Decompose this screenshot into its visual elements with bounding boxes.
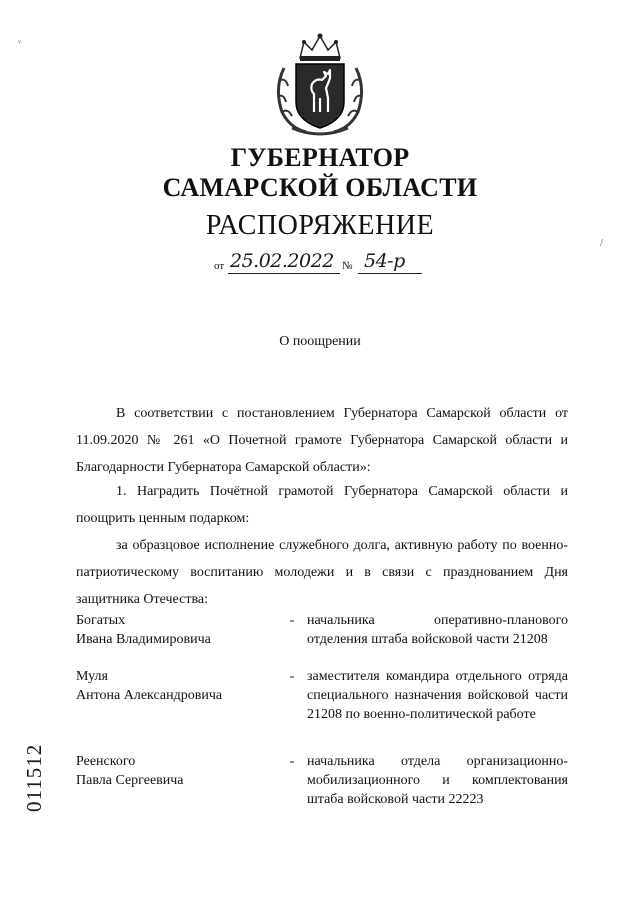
document-type: РАСПОРЯЖЕНИЕ: [205, 210, 435, 241]
handwritten-number: 54-р: [364, 250, 405, 272]
reason-paragraph: за образцовое исполнение служебного долга, активную работу по военно-патриотическому воспитанию молодежи и в связи с празднованием Дня защитника Отечества:: [76, 538, 568, 607]
awardee-name: [76, 667, 276, 705]
awardee-dash: -: [289, 669, 295, 684]
awardee-given-names: Павла Сергеевича: [76, 773, 184, 788]
number-underline: [358, 273, 422, 274]
issuer-title: [0, 143, 640, 203]
awardee-name: [76, 611, 276, 649]
registration-line: [214, 250, 454, 276]
scan-mark: /: [600, 238, 603, 249]
scan-mark: ᵛ: [18, 38, 21, 49]
awardee-dash: -: [289, 754, 295, 769]
awardee-name: [76, 752, 276, 790]
awardee-position: заместителя командира отдельного отряда специального назначения войсковой части 21208 по военно-политической работе: [307, 669, 568, 722]
samara-coat-of-arms-icon: [270, 28, 370, 140]
number-prefix: №: [342, 260, 353, 272]
issuer-title-line1: ГУБЕРНАТОР: [230, 143, 410, 172]
awardee-surname: Реенского: [76, 754, 136, 769]
awardee-position: начальника отдела организационно-мобилизационного и комплектования штаба войсковой части 22223: [307, 754, 568, 807]
date-prefix: от: [214, 260, 225, 272]
side-serial-number: 011512: [22, 743, 46, 812]
issuer-title-line2: САМАРСКОЙ ОБЛАСТИ: [162, 173, 478, 202]
awardee-given-names: Ивана Владимировича: [76, 632, 211, 647]
awardee-position: начальника оперативно-планового отделения штаба войсковой части 21208: [307, 613, 568, 647]
handwritten-date: 25.02.2022: [230, 250, 334, 272]
document-subject: О поощрении: [279, 334, 361, 349]
decision-paragraph: 1. Наградить Почётной грамотой Губернатора Самарской области и поощрить ценным подарком:: [76, 484, 568, 526]
awardee-dash: -: [289, 613, 295, 628]
preamble-paragraph: В соответствии с постановлением Губернатора Самарской области от 11.09.2020 № 261 «О Почетной грамоте Губернатора Самарской области и Благодарности Губернатора Самарской области»:: [76, 406, 568, 475]
awardee-surname: Богатых: [76, 613, 126, 628]
awardee-surname: Муля: [76, 669, 108, 684]
date-underline: [228, 273, 340, 274]
awardee-given-names: Антона Александровича: [76, 688, 223, 703]
